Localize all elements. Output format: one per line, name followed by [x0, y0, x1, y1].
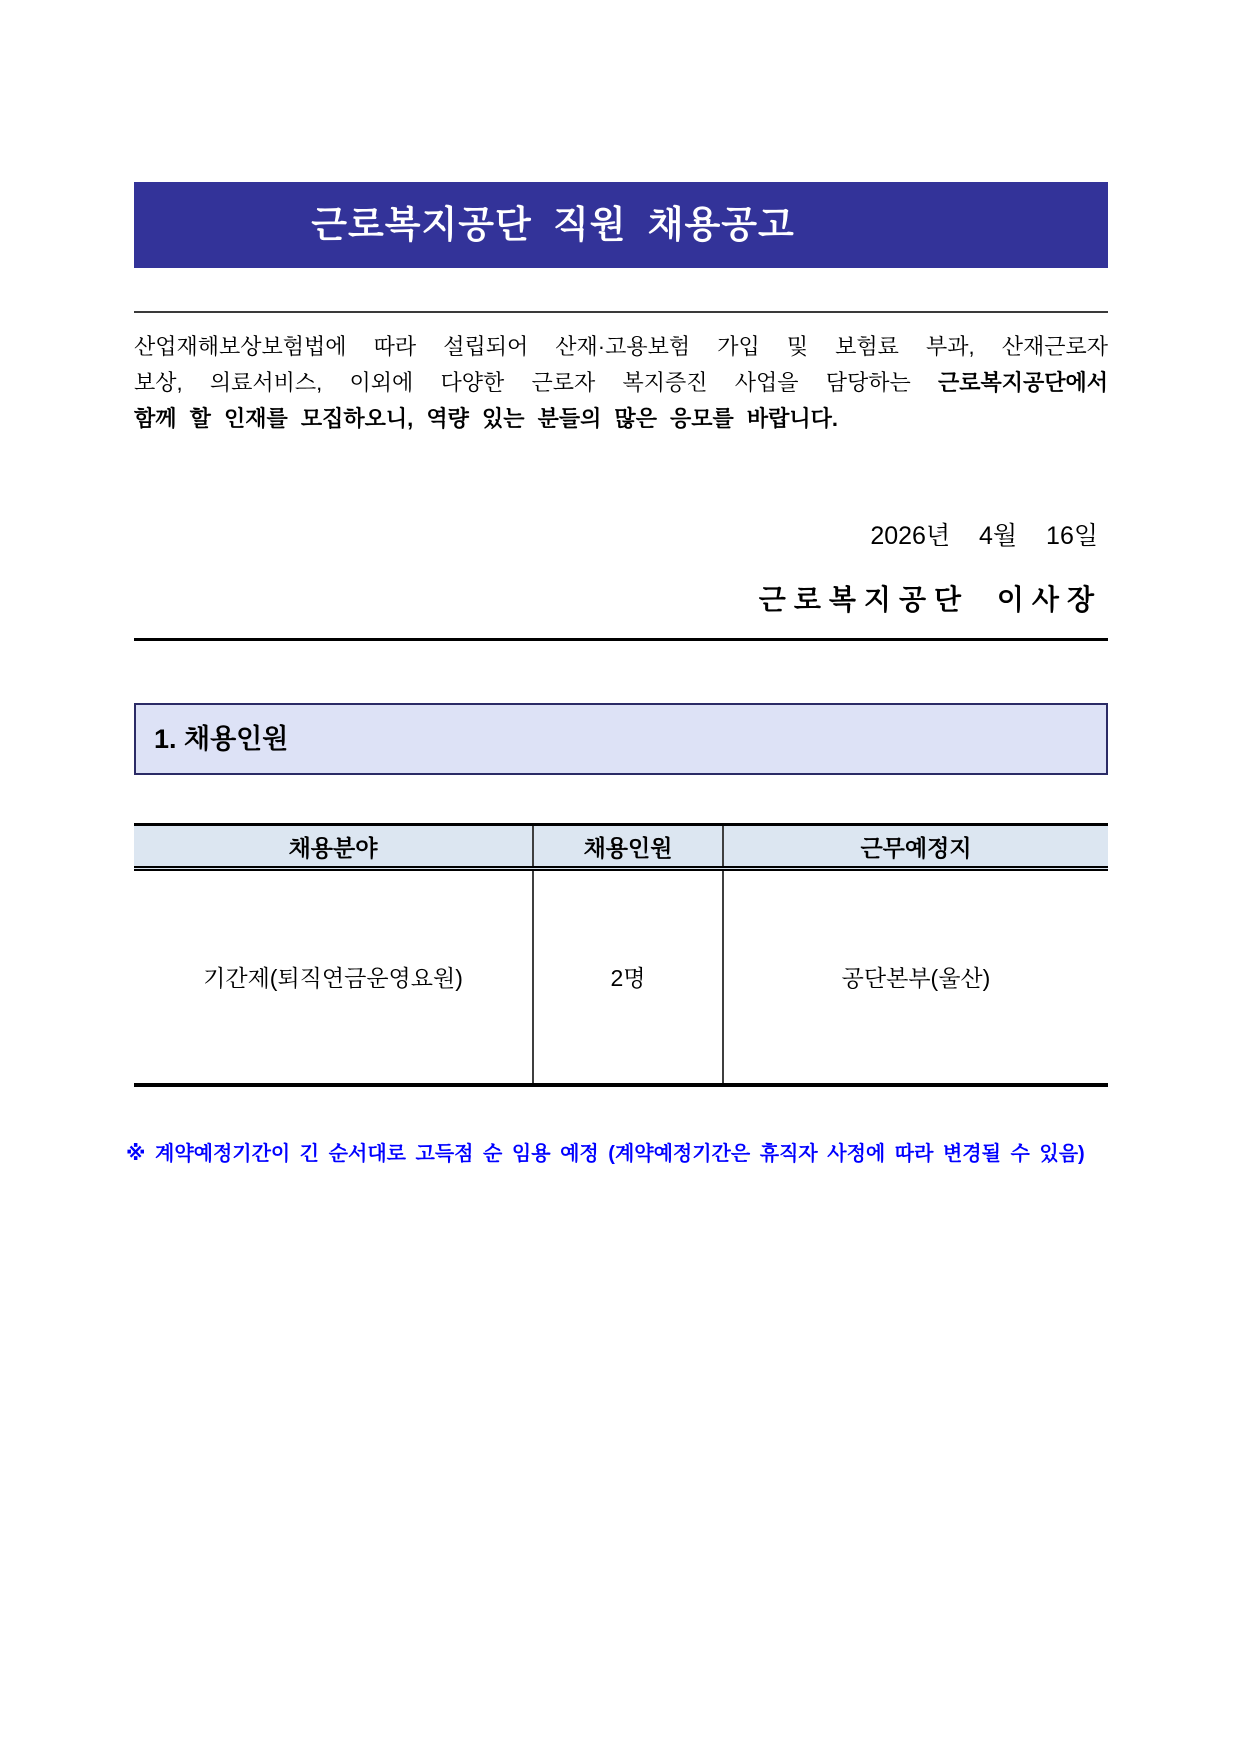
top-divider-line	[134, 311, 1108, 313]
header-cell-field: 채용분야	[134, 825, 533, 869]
table-header-row	[134, 825, 1108, 869]
signature-divider-line	[134, 638, 1108, 641]
cell-field: 기간제(퇴직연금운영요원)	[134, 869, 533, 1085]
intro-line-1: 산업재해보상보험법에 따라 설립되어 산재·고용보험 가입 및 보험료 부과, 산재근로자	[134, 334, 1108, 359]
recruitment-table	[134, 823, 1108, 1087]
recruitment-table-wrap	[134, 823, 1108, 1087]
content-column	[126, 0, 1108, 1754]
title-banner	[134, 182, 1108, 268]
header-cell-location: 근무예정지	[723, 825, 1108, 869]
section-1-title: 1. 채용인원	[154, 724, 289, 754]
intro-paragraph	[134, 329, 1108, 437]
section-1-heading-box	[134, 703, 1108, 775]
intro-line-2-bold: 근로복지공단에서	[937, 370, 1108, 395]
announcement-date: 2026년 4월 16일	[870, 522, 1098, 550]
header-cell-headcount: 채용인원	[533, 825, 723, 869]
cell-location: 공단본부(울산)	[723, 869, 1108, 1085]
intro-line-2-normal: 보상, 의료서비스, 이외에 다양한 근로자 복지증진 사업을 담당하는	[134, 370, 938, 395]
intro-line-2	[134, 365, 1108, 401]
cell-headcount: 2명	[533, 869, 723, 1085]
table-row	[134, 869, 1108, 1085]
issuer-signature: 근로복지공단 이사장	[758, 584, 1102, 615]
contract-period-footnote: ※ 계약예정기간이 긴 순서대로 고득점 순 임용 예정 (계약예정기간은 휴직자 사정에 따라 변경될 수 있음)	[126, 1143, 1085, 1165]
document-title: 근로복지공단 직원 채용공고	[311, 204, 795, 245]
intro-line-3: 함께 할 인재를 모집하오니, 역량 있는 분들의 많은 응모를 바랍니다.	[134, 406, 839, 431]
